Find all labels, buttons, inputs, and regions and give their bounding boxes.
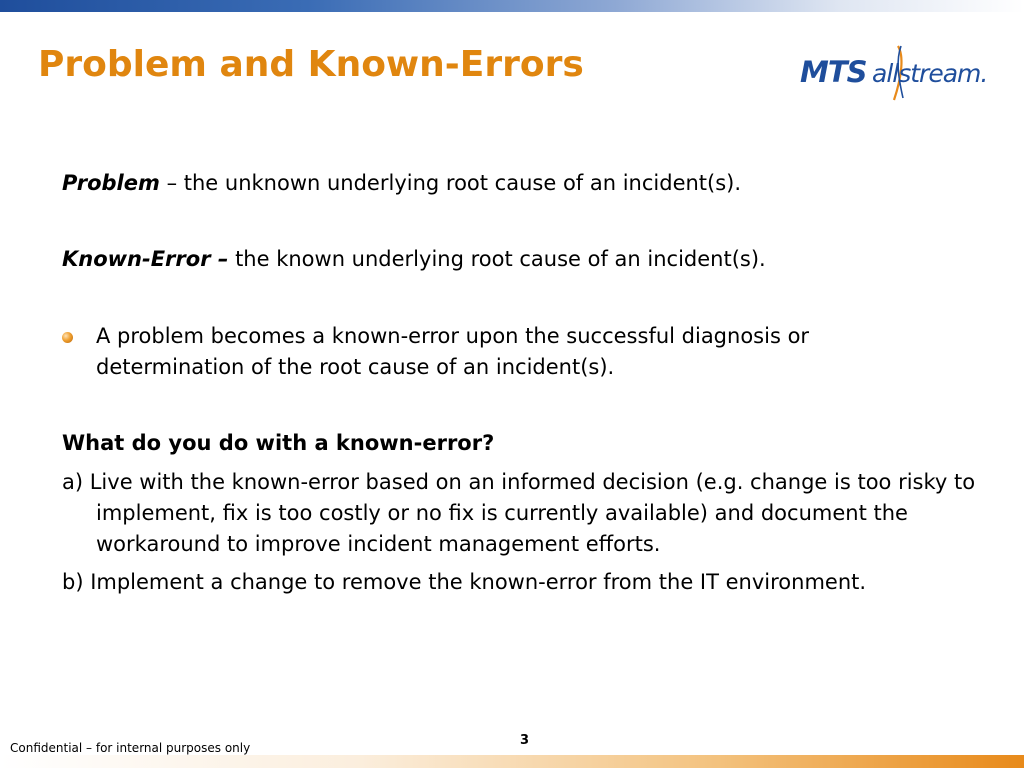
definition-known-error	[62, 244, 962, 275]
definition-term: Problem	[62, 171, 160, 195]
mts-allstream-logo	[800, 42, 1005, 102]
definition-separator: –	[159, 171, 184, 195]
answer-b: b) Implement a change to remove the known-error from the IT environment.	[62, 570, 867, 594]
definition-text: the known underlying root cause of an incident(s).	[235, 247, 766, 271]
question-heading: What do you do with a known-error?	[62, 431, 495, 455]
slide-title: Problem and Known-Errors	[38, 44, 584, 85]
definition-text: the unknown underlying root cause of an incident(s).	[183, 171, 742, 195]
logo-allstream-text: allstream.	[872, 59, 988, 88]
definition-problem	[62, 168, 962, 199]
bullet-dot-icon	[62, 332, 73, 343]
confidential-footer: Confidential – for internal purposes only	[10, 741, 251, 755]
page-number: 3	[520, 733, 530, 748]
logo-mts-text: MTS	[800, 55, 867, 89]
bottom-gradient-bar	[0, 755, 1024, 768]
top-gradient-bar	[0, 0, 1024, 12]
bullet-text: A problem becomes a known-error upon the successful diagnosis or determination of the root cause of an incident(s).	[96, 324, 810, 379]
definition-term: Known-Error –	[62, 247, 229, 271]
answer-a: a) Live with the known-error based on an informed decision (e.g. change is too risky to implement, fix is too costly or no fix is currently available) and document the workaround to improve incident management efforts.	[62, 470, 976, 556]
